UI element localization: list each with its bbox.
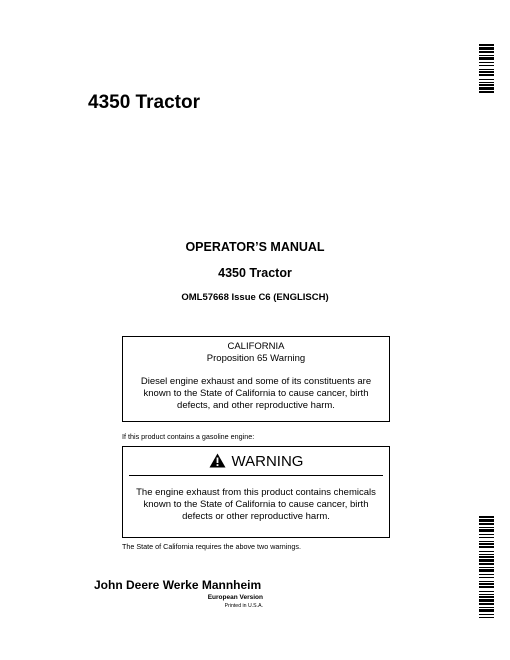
barcode-bar (479, 551, 494, 552)
barcode-bar (479, 577, 494, 578)
barcode-bar (479, 51, 494, 53)
barcode-bar (479, 71, 494, 73)
barcode-bar (479, 583, 494, 585)
prop65-text-line: known to the State of California to cause cancer, birth (143, 388, 369, 399)
barcode-bar (479, 69, 494, 70)
barcode-bar (479, 519, 494, 522)
barcode-bar (479, 65, 494, 66)
barcode-bar (479, 529, 494, 532)
barcode-bar (479, 556, 494, 558)
barcode-bar (479, 586, 494, 588)
barcode-bottom (479, 516, 501, 620)
warning-text-line: defects or other reproductive harm. (182, 511, 330, 522)
manual-subtitle: 4350 Tractor (218, 266, 292, 280)
barcode-bar (479, 607, 494, 608)
barcode-bar (479, 541, 494, 542)
barcode-bar (479, 62, 494, 63)
barcode-bar (479, 617, 494, 618)
barcode-bar (479, 603, 494, 605)
warning-heading: WARNING (231, 453, 304, 470)
barcode-bar (479, 523, 494, 525)
barcode-bar (479, 79, 494, 80)
barcode-bar (479, 82, 494, 83)
manual-title: OPERATOR’S MANUAL (185, 240, 325, 254)
barcode-bar (479, 599, 494, 602)
barcode-bar (479, 614, 494, 615)
barcode-bar (479, 546, 494, 548)
barcode-bar (479, 574, 494, 575)
barcode-bar (479, 55, 494, 56)
document-title: 4350 Tractor (88, 92, 200, 113)
barcode-bar (479, 609, 494, 612)
barcode-bar (479, 91, 494, 93)
barcode-bar (479, 74, 494, 76)
barcode-bar (479, 44, 494, 46)
barcode-bar (479, 527, 494, 528)
warning-header (129, 451, 383, 476)
requirement-note: The State of California requires the above two warnings. (122, 542, 301, 551)
barcode-bar (479, 563, 494, 565)
barcode-bar (479, 516, 494, 518)
warning-text-line: known to the State of California to cause cancer, birth (143, 499, 369, 510)
document-code: OML57668 Issue C6 (ENGLISCH) (181, 292, 329, 303)
barcode-bar (479, 537, 494, 538)
barcode-bar (479, 559, 494, 562)
barcode-top (479, 44, 501, 94)
barcode-bar (479, 534, 494, 535)
warning-text (123, 487, 389, 523)
barcode-bar (479, 47, 494, 50)
barcode-bar (479, 554, 494, 555)
barcode-bar (479, 596, 494, 598)
barcode-bar (479, 84, 494, 86)
barcode-bar (479, 591, 494, 592)
warning-box (122, 446, 390, 538)
prop65-title: Proposition 65 Warning (206, 353, 306, 364)
barcode-bar (479, 57, 494, 60)
prop65-text (123, 376, 389, 412)
prop65-text-line: Diesel engine exhaust and some of its constituents are (140, 376, 372, 387)
prop65-warning-box (122, 336, 390, 422)
barcode-bar (479, 567, 494, 568)
barcode-bar (479, 594, 494, 595)
gasoline-engine-note: If this product contains a gasoline engine: (122, 432, 255, 441)
version-label: European Version (207, 594, 263, 601)
barcode-bar (479, 581, 494, 582)
warning-text-line: The engine exhaust from this product contains chemicals (136, 487, 376, 498)
printed-label: Printed in U.S.A. (224, 603, 263, 609)
barcode-bar (479, 543, 494, 545)
barcode-bar (479, 569, 494, 572)
prop65-text-line: defects, and other reproductive harm. (177, 400, 335, 411)
warning-triangle-icon (209, 453, 226, 475)
barcode-bar (479, 87, 494, 90)
company-name: John Deere Werke Mannheim (94, 578, 262, 592)
prop65-state-label: CALIFORNIA (227, 341, 285, 352)
